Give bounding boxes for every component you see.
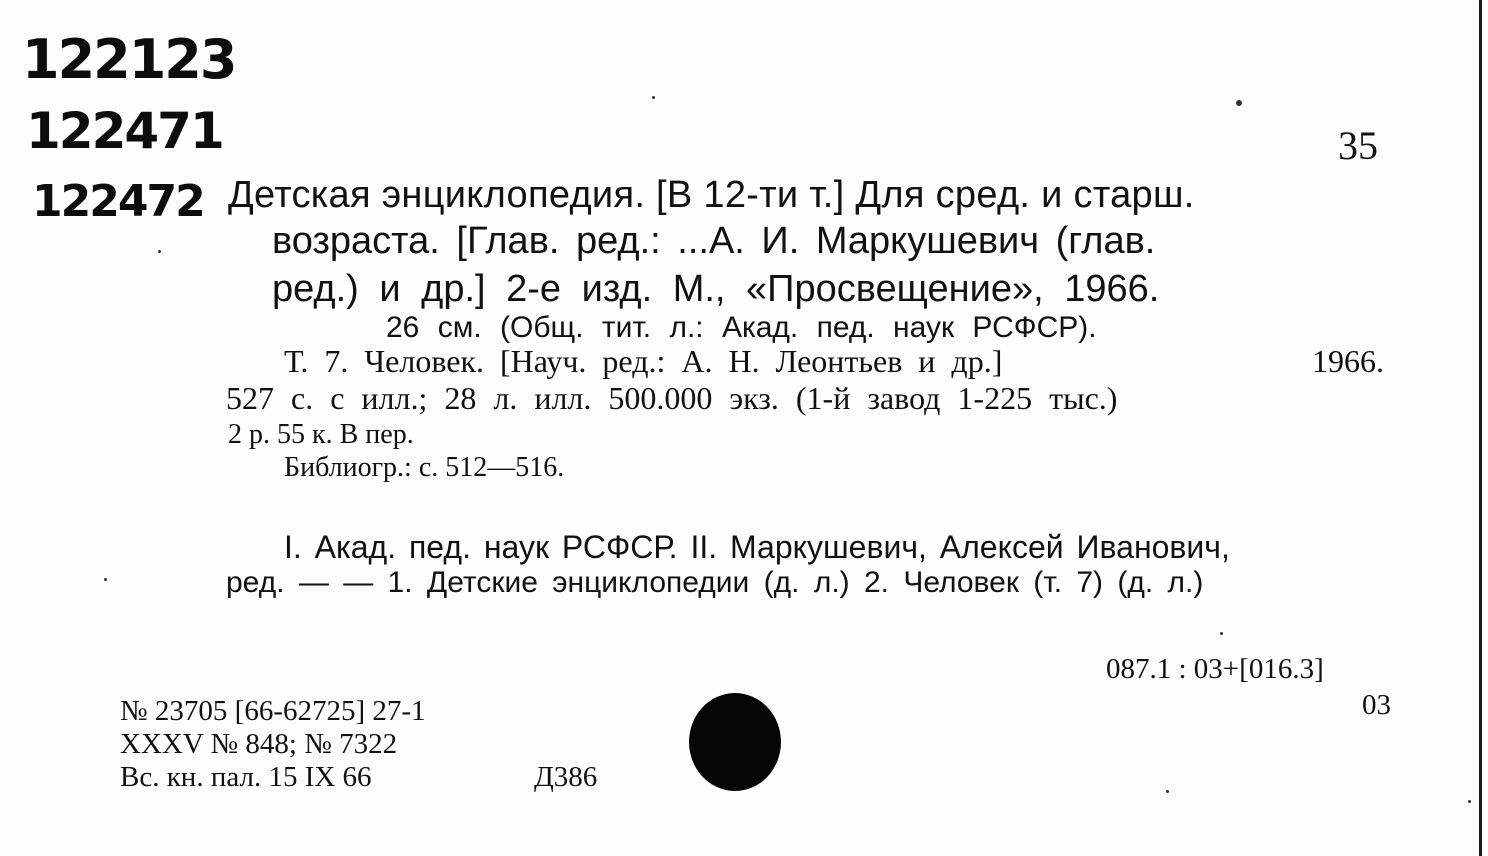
speck: [1220, 632, 1223, 635]
speck: [652, 96, 655, 99]
author-mark: Д386: [534, 761, 598, 793]
speck: [1468, 800, 1471, 803]
entry-line-2: возраста. [Глав. ред.: ...А. И. Маркушевич (глав.: [272, 220, 1156, 262]
footer-line-1: № 23705 [66-62725] 27-1: [120, 695, 426, 727]
entry-line-1: Детская энциклопедия. [В 12-ти т.] Для сред. и старш.: [228, 174, 1195, 216]
speck: [1166, 790, 1169, 793]
punch-hole: [689, 693, 781, 791]
speck: [1236, 100, 1242, 106]
udc-index: 087.1 : 03+[016.3]: [1106, 653, 1324, 685]
speck: [158, 250, 161, 253]
footer-line-2: XXXV № 848; № 7322: [120, 728, 398, 760]
tracings-line-1: I. Акад. пед. наук РСФСР. II. Маркушевич, Алексей Иванович,: [284, 529, 1230, 565]
tracings-line-2: ред. — — 1. Детские энциклопедии (д. л.) 2. Человек (т. 7) (д. л.): [226, 566, 1204, 599]
volume-line-1: Т. 7. Человек. [Науч. ред.: А. Н. Леонтьев и др.]: [284, 343, 1003, 379]
bibliography-note: Библиогр.: с. 512—516.: [284, 452, 565, 483]
footer-line-3: Вс. кн. пал. 15 IX 66: [120, 761, 372, 793]
entry-line-3: ред.) и др.] 2-е изд. М., «Просвещение», 1966.: [272, 268, 1160, 310]
handwritten-number-1: 122123: [22, 28, 236, 91]
entry-line-4: 26 см. (Общ. тит. л.: Акад. пед. наук РСФСР).: [386, 311, 1097, 344]
volume-line-2: 527 с. с илл.; 28 л. илл. 500.000 экз. (1-й завод 1-225 тыс.): [226, 380, 1118, 416]
speck: [104, 578, 107, 581]
volume-year: 1966.: [1312, 343, 1384, 379]
price-line: 2 р. 55 к. В пер.: [228, 419, 414, 450]
handwritten-number-3: 122472: [32, 176, 204, 227]
card-number: 35: [1338, 123, 1378, 168]
handwritten-number-2: 122471: [26, 102, 223, 160]
card-edge: [1479, 0, 1482, 856]
class-code: 03: [1362, 689, 1391, 721]
